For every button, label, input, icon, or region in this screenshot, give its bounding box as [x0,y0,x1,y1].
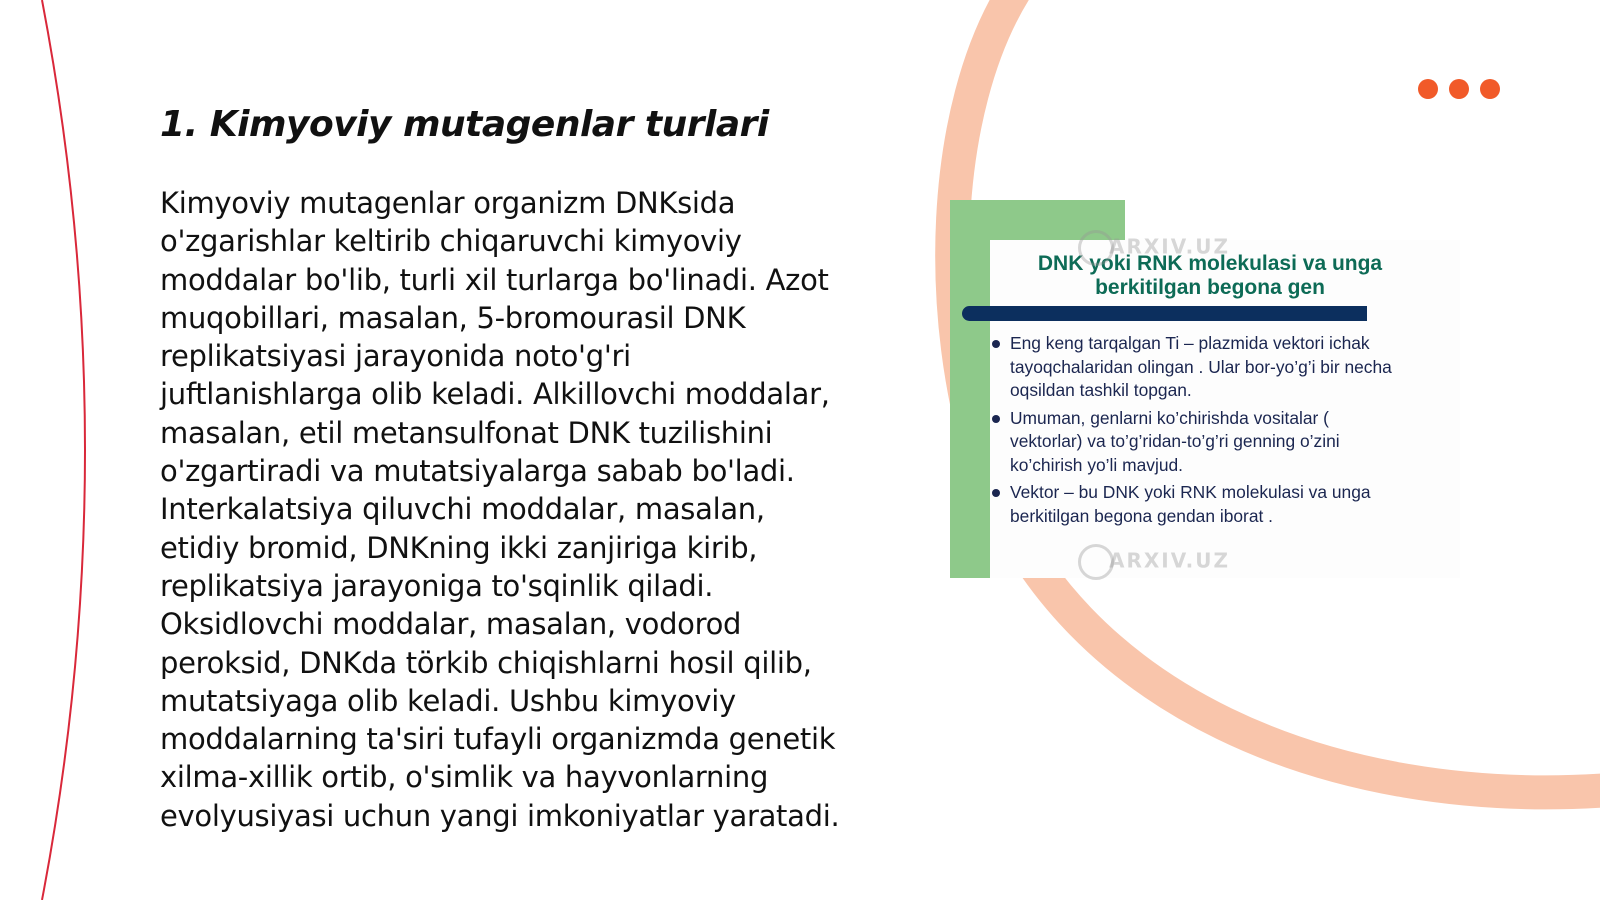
dot-icon [1418,79,1438,99]
dot-icon [1449,79,1469,99]
watermark-logo: ARXIV.UZ [1078,544,1230,580]
watermark-logo: ARXIV.UZ [1078,230,1230,266]
left-red-curve [42,0,85,900]
slide-bullet-list [990,332,1400,532]
body-paragraph: Kimyoviy mutagenlar organizm DNKsida o'zgarishlar keltirib chiqaruvchi kimyoviy moddalar bo'lib, turli xil turlarga bo'linadi. Azot muqobillari, masalan, 5-bromourasil DNK replikatsiyasi jarayonida noto'g'ri juftlanishlarga olib keladi. Alkillovchi moddalar, masalan, etil metansulfonat DNK tuzilishini o'zgartiradi va mutatsiyalarga sabab bo'ladi. Interkalatsiya qiluvchi moddalar, masalan, etidiy bromid, DNKning ikki zanjiriga kirib, replikatsiya jarayoniga to'sqinlik qiladi. Oksidlovchi moddalar, masalan, vodorod peroksid, DNKda törkib chiqishlarni hosil qilib, mutatsiyaga olib keladi. Ushbu kimyoviy moddalarning ta'siri tufayli organizmda genetik xilma-xillik ortib, o'simlik va hayvonlarning evolyusiyasi uchun yangi imkoniyatlar yaratadi. [160,186,840,833]
dot-icon [1480,79,1500,99]
list-item: Umuman, genlarni ko’chirishda vositalar ( vektorlar) va to’g’ridan-to’g’ri genning o’zini ko’chirish yo’li mavjud. [990,407,1400,478]
three-dots-icon [1418,79,1500,99]
page-title: 1. Kimyoviy mutagenlar turlari [160,104,769,145]
list-item: Eng keng tarqalgan Ti – plazmida vektori ichak tayoqchalaridan olingan . Ular bor-yo’g’i bir necha oqsildan tashkil topgan. [990,332,1400,403]
title-underline [962,306,1367,321]
slide-title: DNK yoki RNK molekulasi va unga berkitilgan begona gen [1037,252,1383,299]
embedded-slide-image [950,200,1470,578]
list-item: Vektor – bu DNK yoki RNK molekulasi va unga berkitilgan begona gendan iborat . [990,481,1400,528]
